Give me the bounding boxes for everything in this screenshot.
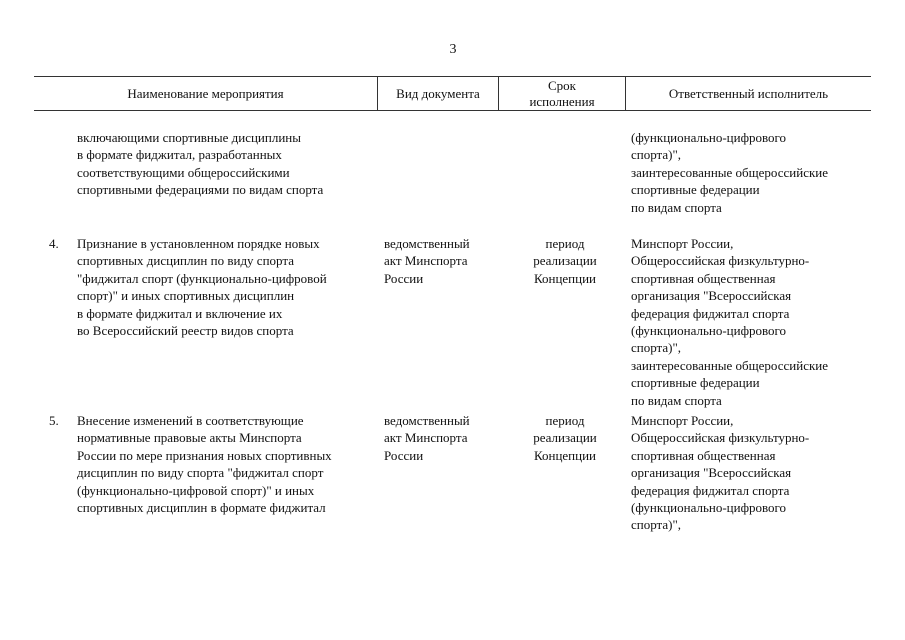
text-line: реализации	[533, 430, 597, 446]
text-line: спорт)" и иных спортивных дисциплин	[77, 288, 295, 304]
row-name	[77, 235, 377, 339]
text-line: период	[545, 236, 585, 251]
header-term-line: исполнения	[529, 93, 595, 109]
text-line: дисциплин по виду спорта "фиджитал спорт	[77, 465, 324, 481]
text-line: (функционально-цифрового	[631, 130, 787, 145]
header-name: Наименование мероприятия	[127, 85, 284, 101]
text-line: спортивными федерациями по видам спорта	[77, 182, 324, 198]
text-line: по видам спорта	[631, 199, 722, 215]
text-line: спортивных дисциплин по виду спорта	[77, 253, 294, 269]
text-line: (функционально-цифровой спорт)" и иных	[77, 482, 315, 498]
row-responsible	[631, 129, 871, 216]
row-document-type	[384, 235, 514, 287]
text-line: спортивная общественная	[631, 270, 776, 286]
text-line: спорта)",	[631, 340, 682, 356]
text-line: спортивных дисциплин в формате фиджитал	[77, 500, 326, 516]
text-line: в формате фиджитал и включение их	[77, 305, 283, 321]
header-bottom-rule	[34, 110, 871, 111]
text-line: России по мере признания новых спортивных	[77, 447, 332, 463]
row-number: 4.	[49, 236, 59, 251]
text-line: реализации	[533, 253, 597, 269]
text-line: "фиджитал спорт (функционально-цифровой	[77, 270, 327, 286]
text-line: во Всероссийский реестр видов спорта	[77, 323, 294, 339]
header-term	[499, 77, 625, 110]
row-term	[522, 412, 608, 464]
row-responsible	[631, 412, 871, 534]
text-line: ведомственный	[384, 236, 470, 251]
text-line: (функционально-цифрового	[631, 323, 787, 339]
text-line: заинтересованные общероссийские	[631, 357, 829, 373]
text-line: акт Минспорта	[384, 253, 468, 269]
text-line: включающими спортивные дисциплины	[77, 130, 301, 145]
text-line: организация "Всероссийская	[631, 288, 792, 304]
row-document-type	[384, 412, 514, 464]
text-line: спорта)",	[631, 517, 682, 533]
text-line: организация "Всероссийская	[631, 465, 792, 481]
text-line: (функционально-цифрового	[631, 500, 787, 516]
text-line: Концепции	[533, 270, 597, 286]
text-line: в формате фиджитал, разработанных	[77, 147, 282, 163]
text-line: спортивные федерации	[631, 182, 760, 198]
page-number: 3	[449, 42, 457, 57]
text-line: Внесение изменений в соответствующие	[77, 413, 304, 428]
text-line: Минспорт России,	[631, 413, 734, 428]
row-responsible	[631, 235, 871, 409]
text-line: Общероссийская физкультурно-	[631, 253, 810, 269]
text-line: акт Минспорта	[384, 430, 468, 446]
text-line: заинтересованные общероссийские	[631, 164, 829, 180]
text-line: России	[384, 447, 424, 463]
text-line: спортивная общественная	[631, 447, 776, 463]
text-line: федерация фиджитал спорта	[631, 305, 790, 321]
text-line: России	[384, 270, 424, 286]
text-line: ведомственный	[384, 413, 470, 428]
header-term-line: Срок	[548, 77, 576, 93]
text-line: соответствующими общероссийскими	[77, 164, 290, 180]
text-line: период	[545, 413, 585, 428]
row-name	[77, 412, 377, 516]
text-line: по видам спорта	[631, 392, 722, 408]
row-number: 5.	[49, 413, 59, 428]
text-line: нормативные правовые акты Минспорта	[77, 430, 302, 446]
header-doc: Вид документа	[396, 85, 480, 101]
row-term	[522, 235, 608, 287]
text-line: спорта)",	[631, 147, 682, 163]
text-line: Общероссийская физкультурно-	[631, 430, 810, 446]
text-line: федерация фиджитал спорта	[631, 482, 790, 498]
row-name	[77, 129, 377, 199]
text-line: Концепции	[533, 447, 597, 463]
text-line: спортивные федерации	[631, 375, 760, 391]
header-resp: Ответственный исполнитель	[668, 85, 829, 101]
text-line: Минспорт России,	[631, 236, 734, 251]
text-line: Признание в установленном порядке новых	[77, 236, 320, 251]
